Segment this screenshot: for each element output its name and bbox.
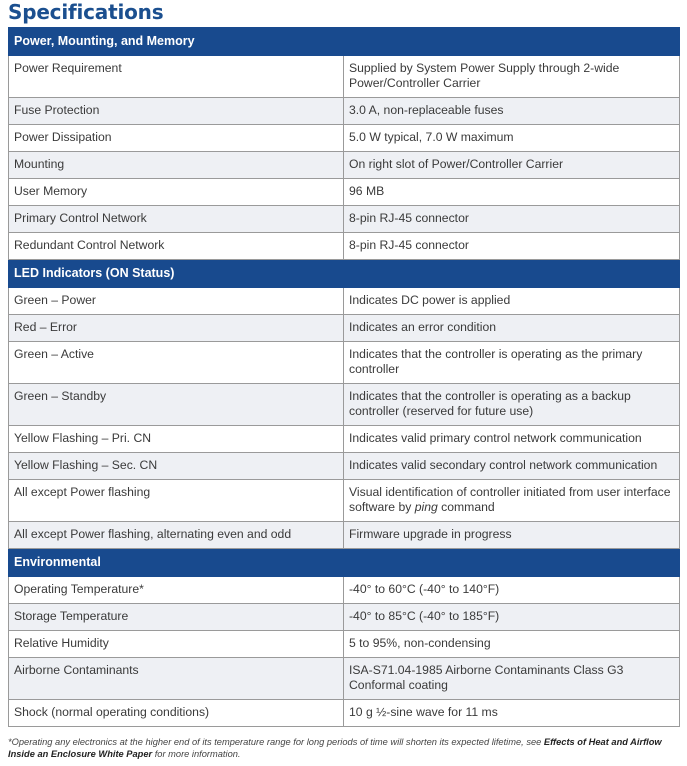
section-heading: Power, Mounting, and Memory — [9, 28, 344, 56]
table-row — [9, 631, 680, 658]
spec-value: Supplied by System Power Supply through 2-wide Power/Controller Carrier — [344, 56, 680, 98]
footnote-text: *Operating any electronics at the higher end of its temperature range for long periods of time will shorten its expected lifetime, see — [8, 737, 544, 747]
spec-label: Shock (normal operating conditions) — [9, 700, 344, 727]
table-row — [9, 342, 680, 384]
spec-value: 10 g ½-sine wave for 11 ms — [344, 700, 680, 727]
table-row — [9, 98, 680, 125]
spec-value: -40° to 85°C (-40° to 185°F) — [344, 604, 680, 631]
spec-value-text: command — [437, 499, 495, 514]
table-row — [9, 125, 680, 152]
spec-value: 96 MB — [344, 179, 680, 206]
spec-value: Indicates DC power is applied — [344, 288, 680, 315]
spec-label: Relative Humidity — [9, 631, 344, 658]
spec-value: Indicates that the controller is operating as a backup controller (reserved for future use) — [344, 384, 680, 426]
footnote — [8, 736, 679, 760]
spec-value: Indicates that the controller is operating as the primary controller — [344, 342, 680, 384]
spec-value: 8-pin RJ-45 connector — [344, 233, 680, 260]
table-row — [9, 604, 680, 631]
spec-value: Indicates valid primary control network communication — [344, 426, 680, 453]
spec-value-command: ping — [414, 499, 438, 514]
spec-label: Mounting — [9, 152, 344, 179]
footnote-text: for more information. — [152, 749, 241, 759]
spec-label: Power Dissipation — [9, 125, 344, 152]
spec-label: Storage Temperature — [9, 604, 344, 631]
section-heading: Environmental — [9, 549, 344, 577]
spec-label: Power Requirement — [9, 56, 344, 98]
spec-label: Operating Temperature* — [9, 577, 344, 604]
spec-value-text: Visual identification of controller initiated from user interface software by — [349, 485, 671, 514]
spec-label: Green – Active — [9, 342, 344, 384]
spec-label: Green – Standby — [9, 384, 344, 426]
table-row — [9, 384, 680, 426]
spec-label: Primary Control Network — [9, 206, 344, 233]
table-row — [9, 288, 680, 315]
table-row — [9, 480, 680, 522]
page-title: Specifications — [8, 0, 164, 24]
table-row — [9, 206, 680, 233]
spec-label: Fuse Protection — [9, 98, 344, 125]
spec-value: 5 to 95%, non-condensing — [344, 631, 680, 658]
spec-label: Redundant Control Network — [9, 233, 344, 260]
table-row — [9, 577, 680, 604]
section-header — [9, 260, 680, 288]
spec-value: On right slot of Power/Controller Carrier — [344, 152, 680, 179]
spec-value: Indicates valid secondary control network communication — [344, 453, 680, 480]
table-row — [9, 315, 680, 342]
spec-value: Indicates an error condition — [344, 315, 680, 342]
spec-label: Green – Power — [9, 288, 344, 315]
spec-label: All except Power flashing, alternating even and odd — [9, 522, 344, 549]
spec-label: Red – Error — [9, 315, 344, 342]
spec-value: -40° to 60°C (-40° to 140°F) — [344, 577, 680, 604]
spec-label: Yellow Flashing – Sec. CN — [9, 453, 344, 480]
spec-value: ISA-S71.04-1985 Airborne Contaminants Class G3 Conformal coating — [344, 658, 680, 700]
spec-label: Yellow Flashing – Pri. CN — [9, 426, 344, 453]
table-row — [9, 233, 680, 260]
table-row — [9, 453, 680, 480]
white-paper-link[interactable]: Effects of Heat and Airflow Inside an Enclosure White Paper — [8, 737, 662, 759]
spec-value: 8-pin RJ-45 connector — [344, 206, 680, 233]
spec-value: Firmware upgrade in progress — [344, 522, 680, 549]
spec-value: 5.0 W typical, 7.0 W maximum — [344, 125, 680, 152]
table-row — [9, 522, 680, 549]
table-row — [9, 658, 680, 700]
section-heading: LED Indicators (ON Status) — [9, 260, 344, 288]
spec-value: 3.0 A, non-replaceable fuses — [344, 98, 680, 125]
spec-label: Airborne Contaminants — [9, 658, 344, 700]
table-row — [9, 152, 680, 179]
table-row — [9, 426, 680, 453]
table-row — [9, 179, 680, 206]
spec-label: All except Power flashing — [9, 480, 344, 522]
section-header — [9, 28, 680, 56]
specifications-table — [8, 27, 680, 727]
section-header — [9, 549, 680, 577]
table-row — [9, 56, 680, 98]
table-row — [9, 700, 680, 727]
spec-value — [344, 480, 680, 522]
spec-label: User Memory — [9, 179, 344, 206]
